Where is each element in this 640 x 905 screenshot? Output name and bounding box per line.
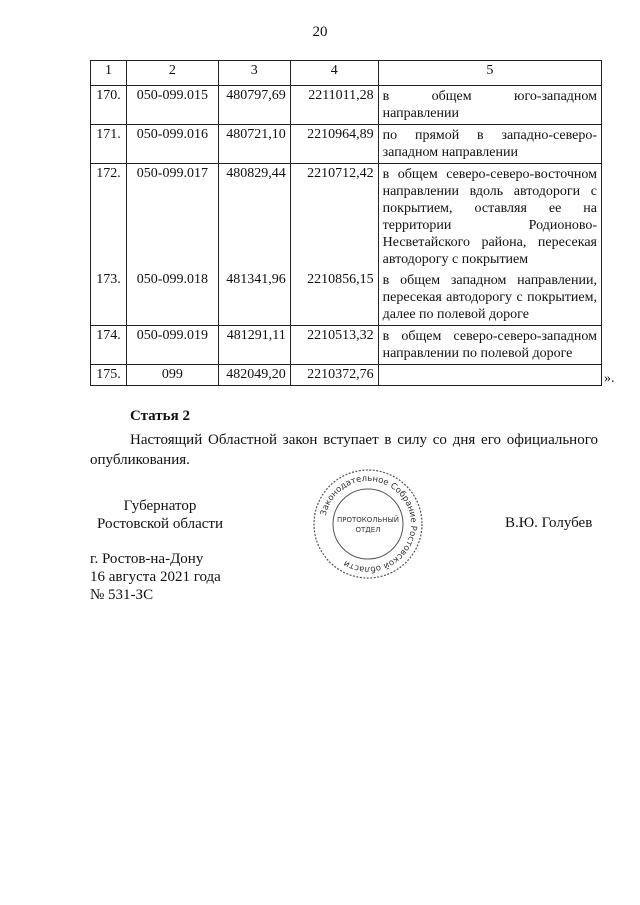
coord-x: 480797,69 — [218, 86, 290, 125]
direction-description: в общем северо-северо-западном направлении по полевой дороге — [378, 326, 601, 365]
header-cell: 1 — [91, 61, 127, 86]
direction-description: в общем юго-западном направлении — [378, 86, 601, 125]
header-cell: 5 — [378, 61, 601, 86]
table-row — [91, 164, 602, 271]
place-date-block — [90, 550, 221, 604]
coord-x: 481291,11 — [218, 326, 290, 365]
signing-date: 16 августа 2021 года — [90, 569, 221, 585]
coord-y: 2210513,32 — [290, 326, 378, 365]
direction-description: в общем западном направлении, пересекая автодорогу с покрытием, далее по полевой дороге — [378, 270, 601, 326]
table-row — [91, 270, 602, 326]
boundary-points-table — [90, 60, 602, 386]
stamp-center-line: ПРОТОКОЛЬНЫЙ — [336, 516, 400, 524]
page-number: 20 — [312, 24, 328, 40]
table-row — [91, 365, 602, 386]
signatory-name: В.Ю. Голубев — [505, 515, 593, 531]
point-code: 050-099.016 — [126, 125, 218, 164]
coord-y: 2210712,42 — [290, 164, 378, 271]
signatory-title-line: Губернатор — [123, 498, 197, 514]
coord-x: 482049,20 — [218, 365, 290, 386]
coord-y: 2210856,15 — [290, 270, 378, 326]
table-row — [91, 86, 602, 125]
row-number: 174. — [91, 326, 127, 365]
coord-x: 480829,44 — [218, 164, 290, 271]
coord-x: 480721,10 — [218, 125, 290, 164]
signatory-title-line: Ростовской области — [97, 516, 223, 532]
row-number: 172. — [91, 164, 127, 271]
official-stamp-seal — [312, 468, 424, 580]
point-code: 050-099.019 — [126, 326, 218, 365]
direction-description: в общем северо-северо-восточном направлении вдоль автодороги с покрытием, оставляя ее на территории Родионово-Несветайского района, пересекая автодорогу с покрытием — [378, 164, 601, 271]
signatory-title — [90, 497, 230, 533]
coord-y: 2210372,76 — [290, 365, 378, 386]
row-number: 173. — [91, 270, 127, 326]
table-row — [91, 125, 602, 164]
row-number: 175. — [91, 365, 127, 386]
stamp-ring-text: Законодательное Собрание Ростовской области — [318, 473, 419, 575]
table-row — [91, 326, 602, 365]
table-header-row — [91, 61, 602, 86]
point-code: 099 — [126, 365, 218, 386]
direction-description — [378, 365, 601, 386]
point-code: 050-099.017 — [126, 164, 218, 271]
header-cell: 3 — [218, 61, 290, 86]
article-text: Настоящий Областной закон вступает в силу со дня его официального опубликования. — [90, 432, 598, 468]
stamp-center-line: ОТДЕЛ — [355, 526, 381, 534]
article-title: Статья 2 — [130, 408, 190, 424]
header-cell: 2 — [126, 61, 218, 86]
closing-quote: ». — [604, 371, 615, 386]
coord-y: 2210964,89 — [290, 125, 378, 164]
row-number: 171. — [91, 125, 127, 164]
point-code: 050-099.015 — [126, 86, 218, 125]
direction-description: по прямой в западно-северо-западном направлении — [378, 125, 601, 164]
coord-x: 481341,96 — [218, 270, 290, 326]
row-number: 170. — [91, 86, 127, 125]
coord-y: 2211011,28 — [290, 86, 378, 125]
header-cell: 4 — [290, 61, 378, 86]
point-code: 050-099.018 — [126, 270, 218, 326]
city: г. Ростов-на-Дону — [90, 551, 204, 567]
law-number: № 531-ЗС — [90, 587, 154, 603]
